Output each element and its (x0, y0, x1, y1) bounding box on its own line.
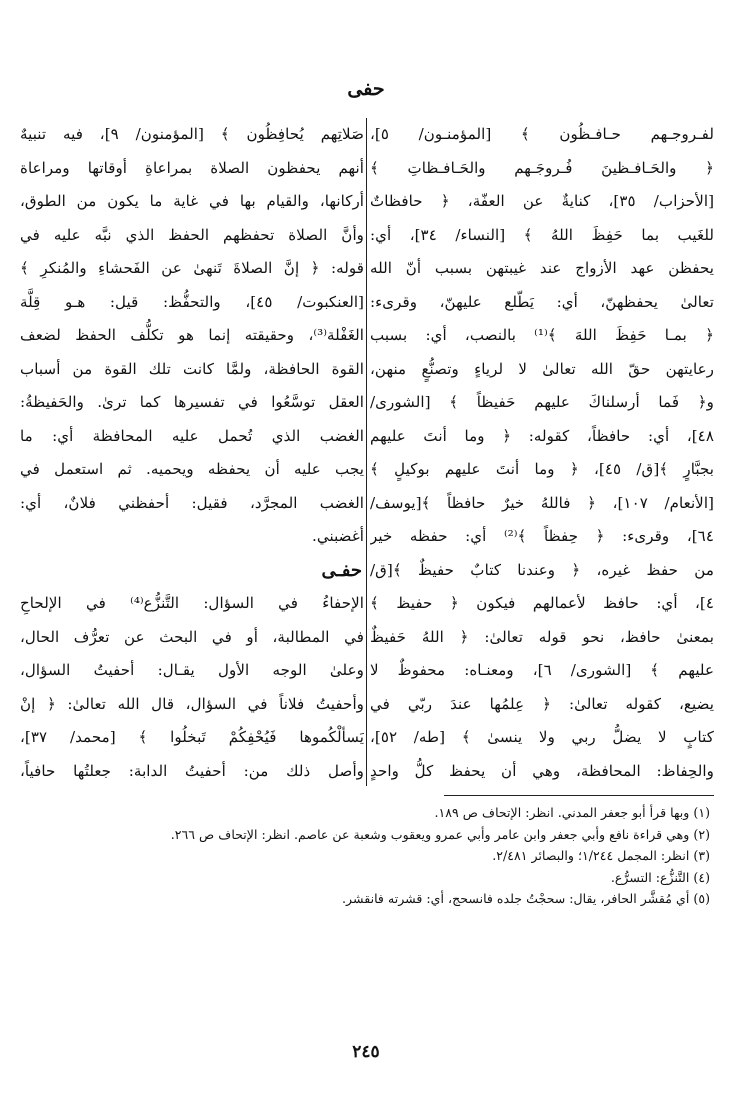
left-column-section-body (20, 587, 364, 790)
text-line: والحِفاظ: المحافظة، وهي أن يحفظ كلُّ واحدٍ (370, 761, 714, 780)
page-number: ٢٤٥ (352, 1042, 380, 1062)
footnote: (٤) التَّنزُّع: التسرُّع. (610, 869, 710, 885)
left-column-paragraph (20, 118, 364, 554)
text-line: قوله: ﴿ إنَّ الصلاةَ تَنهىٰ عن الفَحشاءِ والمُنكرِ ﴾ (20, 259, 364, 277)
page-header-title: حفى (347, 78, 385, 100)
text-line: [الأحزاب/ ٣٥]، كنايةٌ عن العفّة، ﴿ حافظاتٌ (370, 192, 714, 210)
text-line: ٤٨]، أي: حافظاً، كقوله: ﴿ وما أنتَ عليهم (370, 426, 714, 445)
text-line: يَسألْكُموها فَيُحْفِكُمْ تَبخلُوا ﴾ [محمد/ ٣٧]، (20, 728, 364, 746)
right-text-column (370, 118, 714, 790)
text-line: أغضبني. (312, 527, 364, 545)
text-line: الإحفاءُ في السؤال: التَّنزُّع⁽⁴⁾ في الإلحاحِ (20, 594, 364, 612)
text-line: تعالىٰ يحفظهنّ، أي: يَطّلع عليهنّ، وقرىء: (370, 292, 714, 311)
text-line: أركانها، والقيام بها في غاية ما يكون من الطوق، (20, 192, 364, 210)
text-line: العقل توسَّعُوا في تفسيرها كما ترىٰ. والحَفيظةُ: (20, 393, 364, 411)
text-line: وأصل ذلك من: أحفيتُ الدابة: جعلتُها حافياً، (20, 761, 364, 780)
text-line: من حفظ غيره، ﴿ وعندنا كتابٌ حفيظٌ ﴾[ق/ (370, 560, 714, 579)
text-line: و﴿ فَما أرسلناكَ عليهم حَفيظاً ﴾ [الشورى/ (370, 393, 714, 411)
column-divider (366, 118, 367, 786)
text-line: ٤]، أي: حافظ لأعمالهم فيكون ﴿ حفيظ ﴾ (370, 594, 714, 612)
text-line: الغَفْلة⁽³⁾، وحقيقته إنما هو تكلُّف الحفظ لضعف (20, 326, 364, 344)
text-line: الغضب المجرَّد، فقيل: أحفظني فلانٌ، أي: (20, 493, 364, 512)
text-line: صَلاتِهم يُحافِظُون ﴾ [المؤمنون/ ٩]، فيه تنبيهٌ (20, 125, 364, 143)
text-line: بجبَّارٍ ﴾[ق/ ٤٥]، ﴿ وما أنتَ عليهم بوكيلٍ ﴾ (370, 460, 714, 478)
text-line: القوة الحافظة، ولمَّا كانت تلك القوة من أسباب (20, 359, 364, 378)
text-line (20, 788, 364, 790)
text-line: الغضب الذي تُحمل عليه المحافظة أي: ما (20, 426, 364, 445)
text-line: لفـروجـهم حـافـظُون ﴾ [المؤمنـون/ ٥]، (370, 125, 714, 143)
text-line: ﴿ بمـا حَفِظَ اللهَ ﴾⁽¹⁾ بالنصب، أي: بسبب (370, 326, 714, 344)
text-line: يجب عليه أن يحفظه ويحميه. ثم استعمل في (20, 460, 364, 478)
text-line: أنهم يحفظون الصلاة بمراعاةِ أوقاتها ومراعاة (20, 158, 364, 177)
footnote: (٢) وهي قراءة نافع وأبي جعفر وابن عامر وأبي عمرو ويعقوب وشعبة عن عاصم. انظر: الإتحاف ص ٢٦٦. (170, 826, 710, 842)
text-line (370, 788, 714, 790)
footnotes (20, 802, 710, 910)
text-line: رعايتهن حقّ الله تعالىٰ لا لرياءٍ وتصنُّعٍ منهن، (370, 359, 714, 378)
section-heading: حفـى (321, 559, 362, 581)
text-line: [العنكبوت/ ٤٥]، والتحفُّظ: قيل: هـو قِلَّة (20, 292, 364, 311)
text-line: وأنَّ الصلاة تحفظهم الحفظ الذي نبَّه عليه في (20, 225, 364, 244)
footnote: (٥) أي مُقشَّر الحافر، يقال: سحجْتُ جلده فانسحج، أي: قشرته فانقشر. (342, 891, 710, 906)
text-line: وعلىٰ الوجه الأول يقـال: أحفيتُ السؤال، (20, 661, 364, 679)
text-line: [الأنعام/ ١٠٧]، ﴿ فاللهُ خيرٌ حافظاً ﴾[يوسف/ (370, 493, 714, 512)
text-line: في المطالبة، أو في البحث عن تعرُّف الحال، (20, 627, 364, 646)
text-line: ٦٤]، وقرىء: ﴿ حِفظاً ﴾⁽²⁾ أي: حفظه خير (370, 527, 714, 545)
text-line: ﴿ والحَـافـظينَ فُـروجَـهم والحَـافـظاتِ ﴾ (370, 158, 714, 177)
footnote: (٣) انظر: المجمل ١/٢٤٤؛ والبصائر ٢/٤٨١. (492, 848, 710, 863)
text-line: عليهم ﴾ [الشورى/ ٦]، ومعنـاه: محفوظٌ لا (370, 661, 714, 679)
footnote: (١) وبها قرأ أبو جعفر المدني. انظر: الإتحاف ص ١٨٩. (434, 805, 710, 820)
text-line: يضيع، كقوله تعالىٰ: ﴿ عِلمُها عندَ ربّي في (370, 694, 714, 713)
text-line: للغَيب بما حَفِظَ اللهُ ﴾ [النساء/ ٣٤]، أي: (370, 225, 714, 244)
text-line: وأحفيتُ فلاناً في السؤال، قال الله تعالىٰ: ﴿ إنْ (20, 694, 364, 713)
text-line: يحفظن عهد الأزواج عند غيبتهن بسبب أنّ الله (370, 259, 714, 277)
left-text-column (20, 118, 364, 790)
footnote-separator (444, 795, 714, 796)
text-line: بمعنىٰ حافظ، نحو قوله تعالىٰ: ﴿ اللهُ حَفيظٌ (370, 627, 714, 646)
text-line: كتابٍ لا يضلُّ ربي ولا ينسىٰ ﴾ [طه/ ٥٢]، (370, 728, 714, 746)
